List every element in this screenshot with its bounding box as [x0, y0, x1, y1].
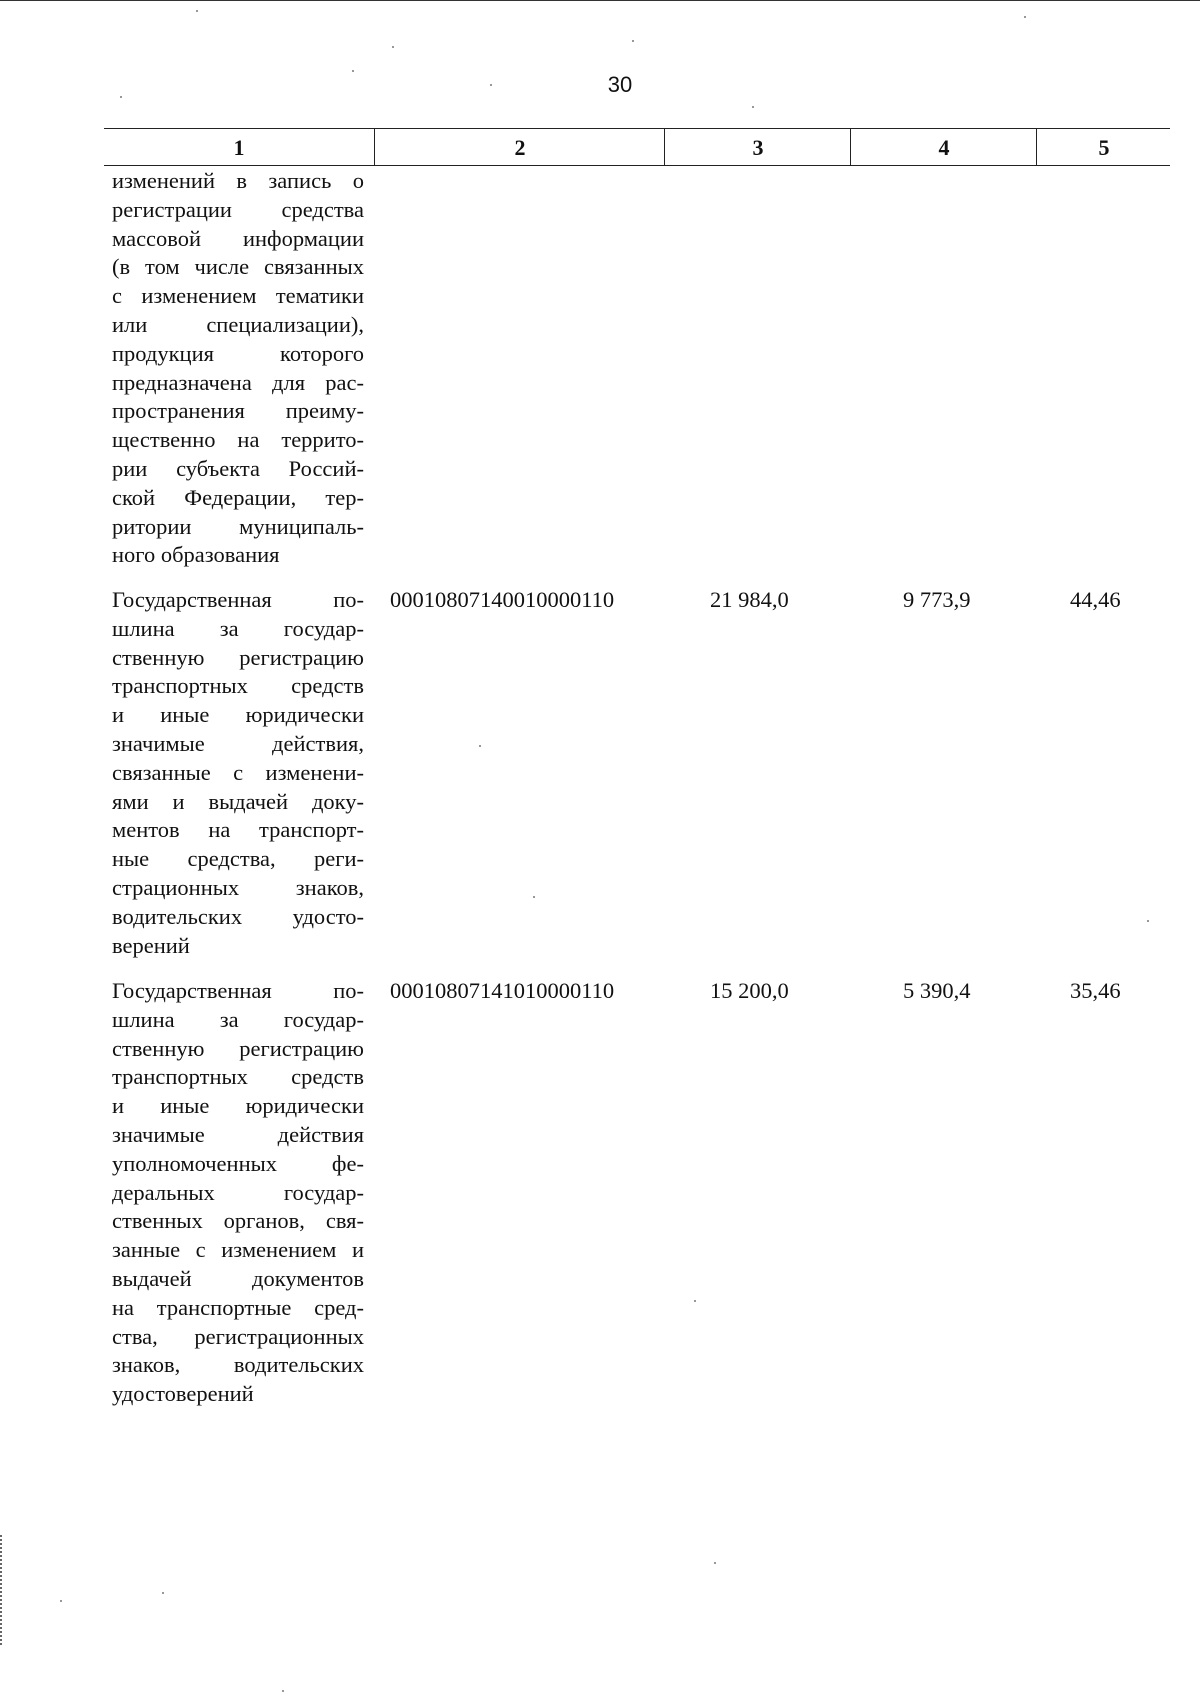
row-2-line: значимые действия, [112, 730, 364, 756]
row-3-line: значимые действия [112, 1121, 364, 1147]
row-1-line: регистрации средства [112, 196, 364, 222]
row-2-code: 00010807140010000110 [390, 587, 615, 612]
table-row-2-description [112, 586, 364, 960]
row-3-col-3: 15 200,0 [710, 978, 789, 1003]
row-3-line: удостоверений [112, 1381, 254, 1407]
row-1-line: пространения преиму- [112, 398, 364, 424]
header-col-3: 3 [664, 129, 851, 165]
row-1-line: изменений в запись о [112, 168, 364, 193]
row-3-col-5: 35,46 [1070, 978, 1121, 1003]
page-top-edge [0, 0, 1200, 1]
scan-edge-marks [0, 1535, 4, 1645]
row-2-line: страционных знаков, [112, 874, 364, 900]
scan-speck [694, 1300, 696, 1302]
row-2-col-3: 21 984,0 [710, 587, 789, 612]
row-1-line: ской Федерации, тер- [112, 484, 364, 510]
row-1-line: или специализации), [112, 311, 364, 337]
row-1-line: щественно на террито- [112, 427, 364, 453]
row-2-line: шлина за государ- [112, 615, 364, 641]
scan-speck [714, 1562, 716, 1564]
header-col-1: 1 [233, 135, 245, 160]
row-2-line: транспортных средств [112, 673, 364, 699]
row-2-line: ментов на транспорт- [112, 817, 364, 843]
scan-speck [1024, 16, 1026, 18]
row-3-line: Государственная по- [112, 978, 364, 1003]
row-3-col-4: 5 390,4 [903, 978, 971, 1003]
scan-speck [533, 896, 535, 898]
row-2-line: ями и выдачей доку- [112, 788, 364, 814]
table-row-3-description [112, 977, 364, 1409]
scan-speck [282, 1690, 284, 1692]
header-col-5: 5 [1036, 129, 1171, 165]
scan-speck [196, 10, 198, 12]
row-1-line: (в том числе связанных [112, 254, 364, 280]
scan-speck [632, 40, 634, 42]
row-3-line: деральных государ- [112, 1179, 364, 1205]
scan-speck [60, 1600, 62, 1602]
row-2-line: и иные юридически [112, 702, 364, 728]
row-2-line: ные средства, реги- [112, 846, 364, 872]
row-3-code: 00010807141010000110 [390, 978, 615, 1003]
scan-speck [352, 70, 354, 72]
scan-speck [490, 84, 492, 86]
row-3-line: шлина за государ- [112, 1006, 364, 1032]
row-3-line: занные с изменением и [112, 1237, 364, 1263]
row-1-line: продукция которого [112, 340, 364, 366]
row-2-line: верений [112, 932, 190, 958]
row-1-line: ритории муниципаль- [112, 513, 364, 539]
table-row-1-description [112, 167, 364, 570]
row-3-line: уполномоченных фе- [112, 1150, 364, 1176]
row-3-line: ственных органов, свя- [112, 1208, 364, 1234]
row-1-line: массовой информации [112, 225, 364, 251]
header-col-2: 2 [374, 129, 665, 165]
scan-speck [752, 106, 754, 108]
row-3-line: транспортных средств [112, 1064, 364, 1090]
row-3-line: знаков, водительских [112, 1352, 364, 1378]
row-1-line: предназначена для рас- [112, 369, 364, 395]
scan-speck [162, 1592, 164, 1594]
row-1-line: ного образования [112, 542, 280, 568]
header-col-4: 4 [850, 129, 1037, 165]
row-3-line: ства, регистрационных [112, 1323, 364, 1349]
row-2-line: Государственная по- [112, 587, 364, 612]
row-2-line: связанные с изменени- [112, 759, 364, 785]
page-number: 30 [607, 72, 633, 97]
row-3-line: и иные юридически [112, 1093, 364, 1119]
row-3-line: ственную регистрацию [112, 1035, 364, 1061]
scan-speck [120, 96, 122, 98]
row-2-line: ственную регистрацию [112, 644, 364, 670]
row-2-line: водительских удосто- [112, 903, 364, 929]
row-3-line: выдачей документов [112, 1265, 364, 1291]
row-3-line: на транспортные сред- [112, 1294, 364, 1320]
scan-speck [479, 745, 481, 747]
row-1-line: с изменением тематики [112, 283, 364, 309]
scan-speck [392, 46, 394, 48]
scan-speck [1147, 920, 1149, 922]
row-2-col-5: 44,46 [1070, 587, 1121, 612]
row-2-col-4: 9 773,9 [903, 587, 971, 612]
row-1-line: рии субъекта Россий- [112, 455, 364, 481]
table-header [104, 128, 1170, 166]
